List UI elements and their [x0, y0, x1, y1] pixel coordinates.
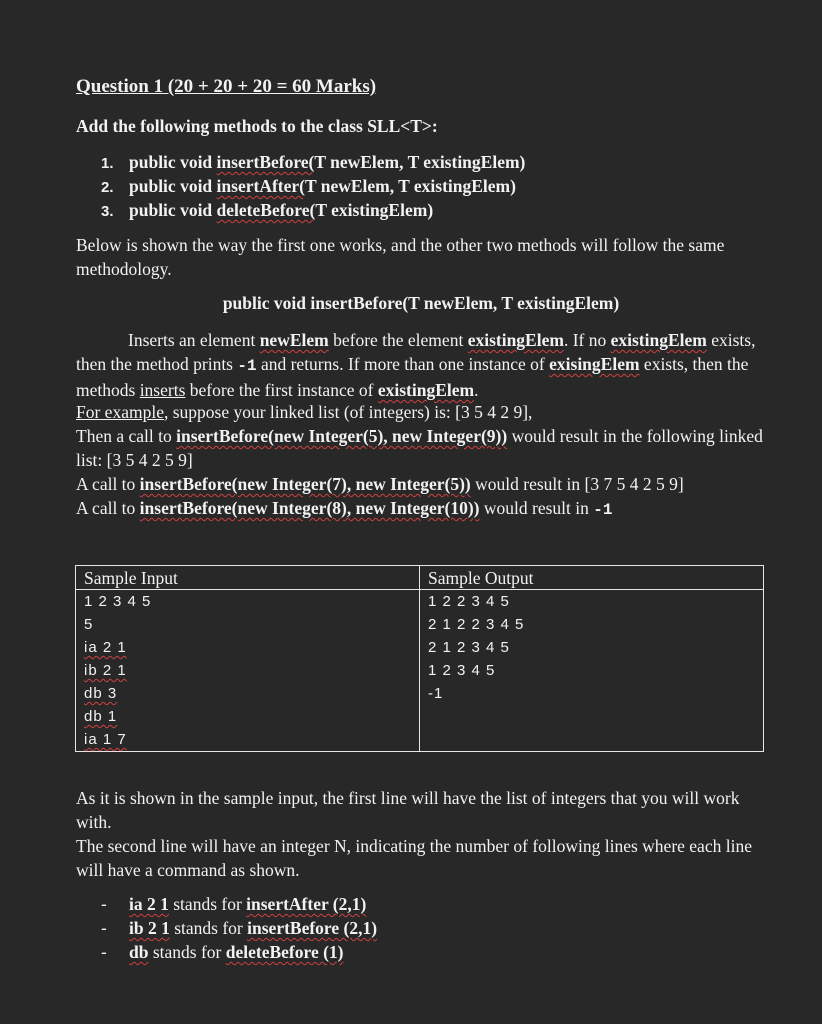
methods-list: [101, 150, 525, 222]
sample-output-header: Sample Output: [420, 566, 764, 590]
method-item: 2. public void insertAfter(T newElem, T existingElem): [101, 176, 516, 196]
sample-table: [75, 565, 764, 752]
sample-input-cell: [76, 590, 420, 752]
input-line: 5: [84, 616, 94, 633]
method-signature: public void insertBefore(T newElem, T existingElem): [222, 293, 620, 313]
command-item: - db stands for deleteBefore (1): [101, 942, 344, 962]
explanation-paragraph-1: As it is shown in the sample input, the first line will have the list of integers that you will work with.: [76, 788, 740, 832]
example-paragraph: For example, suppose your linked list (of integers) is: [3 5 4 2 9], Then a call to insertBefore(new Integer(5), new Integer(9)) would result in the following linked list: [3 5 4 2 5 9] A call to insertBefore(new Integer(7), new Integer(5)) would result in [3 7 5 4 2 5 9] A call to insertBefore(new Integer(8), new Integer(10)) would result in -1: [76, 402, 763, 519]
description-paragraph: Inserts an element newElem before the element existingElem. If no existingElem exists, then the method prints -1 and returns. If more than one instance of exisingElem exists, then the methods inserts before the first instance of existingElem.: [76, 330, 756, 400]
sample-input-header: Sample Input: [76, 566, 420, 590]
instruction-text: Add the following methods to the class SLL<T>:: [76, 116, 438, 136]
commands-list: [101, 892, 377, 964]
output-line: -1: [428, 685, 444, 702]
output-line: 1 2 2 3 4 5: [428, 593, 510, 610]
explanation-paragraph-2: The second line will have an integer N, indicating the number of following lines where each line will have a command as shown.: [76, 836, 752, 880]
input-line: db 1: [84, 708, 118, 725]
command-item: - ia 2 1 stands for insertAfter (2,1): [101, 894, 367, 914]
input-line: ib 2 1: [84, 662, 127, 679]
output-line: 2 1 2 3 4 5: [428, 639, 510, 656]
sample-output-cell: [420, 590, 764, 752]
method-item: 3. public void deleteBefore(T existingElem): [101, 200, 434, 220]
output-line: 2 1 2 2 3 4 5: [428, 616, 525, 633]
output-line: 1 2 3 4 5: [428, 662, 496, 679]
input-line: ia 2 1: [84, 639, 127, 656]
input-line: db 3: [84, 685, 118, 702]
command-item: - ib 2 1 stands for insertBefore (2,1): [101, 918, 378, 938]
method-item: 1. public void insertBefore(T newElem, T existingElem): [101, 152, 526, 172]
intro-paragraph: Below is shown the way the first one works, and the other two methods will follow the same methodology.: [76, 235, 725, 279]
input-line: ia 1 7: [84, 731, 127, 748]
question-title: Question 1 (20 + 20 + 20 = 60 Marks): [76, 76, 377, 97]
input-line: 1 2 3 4 5: [84, 593, 152, 610]
